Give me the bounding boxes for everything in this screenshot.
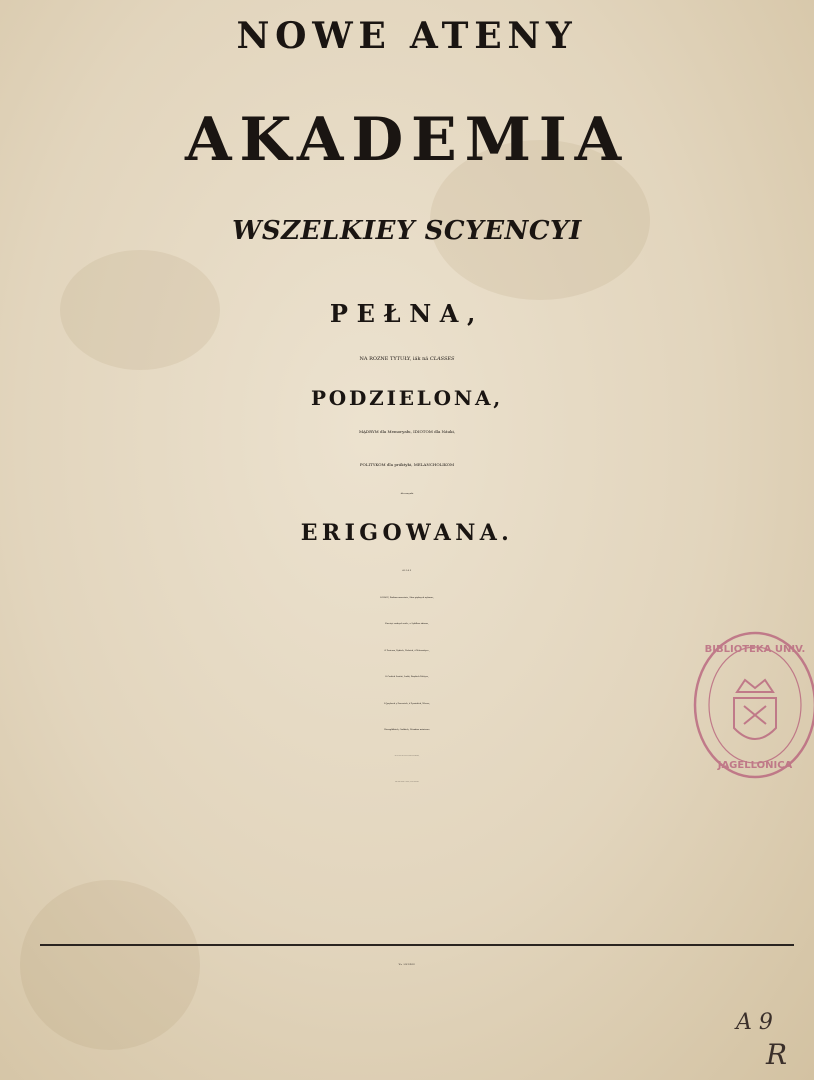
verse-line: O BOGU, Bożkow mnostwie, Słow pięknych wyborze, [380, 597, 434, 599]
stamp-top-text: BIBLIOTEKA UNIV. [704, 644, 806, 655]
verse-line: O Cudách Swiátá, Ludźi, Rządách Polityce, [385, 676, 429, 678]
shelf-mark: A 9 [736, 1010, 773, 1035]
subtitle-line-1b: CLASSES [429, 356, 455, 362]
library-stamp [692, 630, 814, 780]
verse-line: Cáły Swiát opisany z gruntu, w Słow krotkośći. [395, 782, 419, 783]
verse-line: Hieroglifikách, Gadkách, Národow mánierze; [384, 729, 430, 731]
title-line-3: AKADEMIA [184, 105, 630, 175]
divider-rule [40, 944, 794, 946]
ink-signature: R [766, 1038, 788, 1071]
subtitle-line-1a: NA ROZNE TYTUŁY, iák ná [359, 356, 429, 362]
title-line-1: NOWE ATENY [236, 15, 578, 57]
subtitle-line-1 [0, 357, 814, 362]
verse-line: O Językach y Drzewách, ô Zywiołách, Wierze, [383, 703, 431, 705]
stamp-bottom-text: JAGELLONICA [717, 760, 793, 771]
subtitle-line-6: ERIGOWANA. [300, 520, 514, 546]
verse-line: Co Kray ktory ma w sobie dźiwnych Ciekáwośći, [394, 756, 420, 757]
verse-line: O Zwierzu, Rybách, Ptakách, ô Mátemátyce, [384, 650, 430, 652]
alias-label: ALIAS [402, 570, 412, 572]
subtitle-line-4: POLITYKOM dla práktyki, MELANCHOLIKOM [359, 462, 455, 467]
verse-line: Kwestyi cudnych wiele, o Sybillow zbiorze, [385, 623, 429, 625]
subtitle-line-3: MĄDRYM dla Memoryału, IDIOTOM dla Náuki, [358, 429, 456, 434]
imprint-place: We LWOWIE [398, 964, 416, 966]
title-line-5: PEŁNA, [329, 299, 485, 328]
subtitle-line-2: PODZIELONA, [310, 386, 504, 410]
subtitle-line-5: dla rozrywki [400, 493, 414, 495]
title-line-4: WSZELKIEY SCYENCYI [232, 216, 582, 246]
